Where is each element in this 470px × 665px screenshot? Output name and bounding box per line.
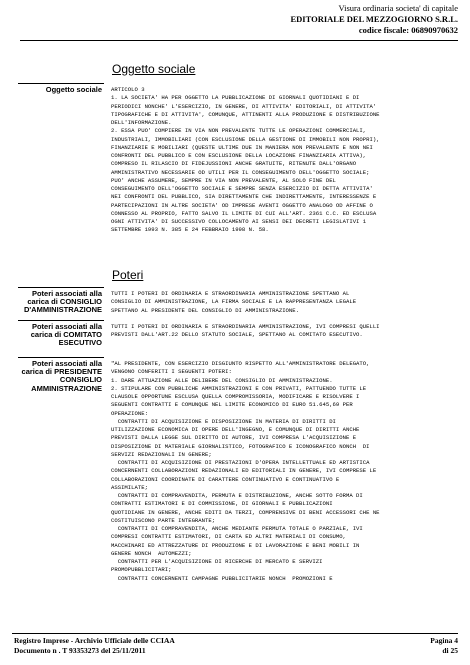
poteri-presidente-text: "AL PRESIDENTE, CON ESERCIZIO DISGIUNTO RISPETTO ALL'AMMINISTRATORE DELEGATO, VENGONO CONFERITI I SEGUENTI POTERI: 1. DARE ATTUAZIONE ALLE DELIBERE DEL CONSIGLIO DI AMMINISTRAZIONE. 2. STIPULARE CON PUBBLICHE AMMINISTRAZIONI E CON PRIVATI, PATTUENDO TUTTE LE CLAUSOLE OPPORTUNE ESCLUSA QUELLA COMPROMISSORIA, MODIFICARE E RISOLVERE I SEGUENTI CONTRATTI E COMUNQUE NEL LIMITE ECONOMICO DI EURO 51.645,69 PER OPERAZIONE: CONTRATTI DI ACQUISIZIONE E DISPOSIZIONE IN MATERIA DI DIRITTI DI UTILIZZAZIONE ECONOMICA DI OPERE DELL'INGEGNO, E COMUNQUE DI DIRITTI ANCHE PREVISTI DALLA LEGGE SUL DIRITTO DI AUTORE, IVI COMPRESA L'ACQUISIZIONE E DISPOSIZIONE DI MATERIALE GIORNALISTICO, FOTOGRAFICO E ICONOGRAFICO NONCH DI SERVIZI REDAZIONALI IN GENERE; CONTRATTI DI ACQUISIZIONE DI PRESTAZIONI D'OPERA INTELLETTUALE ED ARTISTICA CONCERNENTI COLLABORAZIONI REDAZIONALI ED EDITORIALI IN GENERE, IVI COMPRESE LE COLLABORAZIONI COORDINATE DI CARATTERE CONTINUATIVO E CONTINUATIVO E ASSIMILATE; CONTRATTI DI COMPRAVENDITA, PERMUTA E DISTRIBUZIONE, ANCHE SOTTO FORMA DI CONTRATTI ESTIMATORI E DI COMMISSIONE, DI GIORNALI E PUBBLICAZIONI QUOTIDIANE IN GENERE, ANCHE EDITI DA TERZI, COMPRENSIVE DI BENI ACCESSORI CHE NE COSTITUISCONO PARTE INTEGRANTE; CONTRATTI DI COMPRAVENDITA, ANCHE MEDIANTE PERMUTA TOTALE O PARZIALE, IVI COMPRESI CONTRATTI ESTIMATORI, DI CARTA ED ALTRI MATERIALI DI CONSUMO, MACCHINARI ED ATTREZZATURE DI PRODUZIONE E DI LAVORAZIONE E BENI MOBILI IN GENERE NONCH AUTOMEZZI; CONTRATTI PER L'ACQUISIZIONE DI RICERCHE DI MERCATO E SERVIZI PROMOPUBBLICITARI; CONTRATTI CONCERNENTI CAMPAGNE PUBBLICITARIE NONCH PROMOZIONI E [111, 360, 380, 582]
poteri-cda-text: TUTTI I POTERI DI ORDINARIA E STRAORDINARIA AMMINISTRAZIONE SPETTANO AL CONSIGLIO DI AMMINISTRAZIONE, LA FIRMA SOCIALE E LA RAPPRESENTANZA LEGALE SPETTANO AL PRESIDENTE DEL CONSIGLIO DI AMMINISTRAZIONE. [111, 290, 357, 314]
poteri-comitato-text: TUTTI I POTERI DI ORDINARIA E STRAORDINARIA AMMINISTRAZIONE, IVI COMPRESI QUELLI PREVISTI DALL'ART.22 DELLO STATUTO SOCIALE, SPETTANO AL COMITATO ESECUTIVO. [111, 323, 380, 339]
oggetto-sociale-text: ARTICOLO 3 1. LA SOCIETA' HA PER OGGETTO LA PUBBLICAZIONE DI GIORNALI QUOTIDIANI E DI PERIODICI NONCHE' L'ESERCIZIO, IN GENERE, DI ATTIVITA' EDITORIALI, DI ATTIVITA' TIPOGRAFICHE E DI ATTIVITA', COMUNQUE, ATTINENTI ALLA PRODUZIONE E DISTRIBUZIONE DELL'INFORMAZIONE. 2. ESSA PUO' COMPIERE IN VIA NON PREVALENTE TUTTE LE OPERAZIONI COMMERCIALI, INDUSTRIALI, IMMOBILIARI (CON ESCLUSIONE DELLA GESTIONE DI IMMOBILI NON PROPRI), FINANZIARIE E MOBILIARI (QUESTE ULTIME DUE IN MANIERA NON PREVALENTE E NON NEI CONFRONTI DEL PUBBLICO E CON ESCLUSIONE DELLA LOCAZIONE FINANZIARIA ATTIVA), COMPRESO IL RILASCIO DI FIDEJUSSIONI ANCHE GRATUITE, RITENUTE DALL'ORGANO AMMINISTRATIVO NECESSARIE OD UTILI PER IL CONSEGUIMENTO DELL'OGGETTO SOCIALE; PUO' ANCHE ASSUMERE, SEMPRE IN VIA NON PREVALENTE, AL SOLO FINE DEL CONSEGUIMENTO DELL'OGGETTO SOCIALE E SEMPRE SENZA ESERCIZIO DI DETTA ATTIVITA' NEI CONFRONTI DEL PUBBLICO, SIA DIRETTAMENTE CHE INDIRETTAMENTE, INTERESSENZE E PARTECIPAZIONI IN ALTRE SOCIETA' OD IMPRESE AVENTI OGGETTO ANALOGO OD AFFINE O CONNESSO AL PROPRIO, FATTO SALVO IL LIMITE DI CUI ALL'ART. 2361 C.C. ED ESCLUSA OGNI ATTIVITA' DI SUCCESSIVO COLLOCAMENTO AI SENSI DEI DECRETI LEGISLATIVI 1 SETTEMBRE 1993 N. 385 E 24 FEBBRAIO 1998 N. 58. [111, 86, 380, 234]
label-poteri-presidente: Poteri associati alla carica di PRESIDENTE CONSIGLIO AMMINISTRAZIONE [21, 359, 102, 393]
label-poteri-cda: Poteri associati alla carica di CONSIGLIO D'AMMINISTRAZIONE [23, 289, 102, 315]
footer-divider [12, 633, 458, 634]
page-current: Pagina 4 [430, 636, 458, 645]
page-number [430, 636, 458, 656]
fiscal-code: codice fiscale: 06890970632 [358, 25, 458, 35]
footer-registry: Registro Imprese - Archivio Ufficiale delle CCIAA [14, 636, 175, 645]
label-oggetto-sociale: Oggetto sociale [45, 85, 102, 94]
label-divider [18, 287, 104, 288]
company-name: EDITORIALE DEL MEZZOGIORNO S.R.L. [290, 14, 458, 24]
label-divider [18, 83, 104, 84]
document-header [290, 3, 458, 36]
header-divider [20, 40, 458, 41]
label-poteri-comitato: Poteri associati alla carica di COMITATO ESECUTIVO [30, 322, 102, 348]
section-title-poteri: Poteri [112, 268, 144, 282]
footer-document-number: Documento n . T 93353273 del 25/11/2011 [14, 646, 146, 655]
section-title-oggetto: Oggetto sociale [112, 62, 196, 76]
footer-source [14, 636, 175, 656]
page-total: di 25 [442, 646, 458, 655]
document-type: Visura ordinaria societa' di capitale [338, 3, 458, 13]
label-divider [18, 320, 104, 321]
label-divider [18, 357, 104, 358]
